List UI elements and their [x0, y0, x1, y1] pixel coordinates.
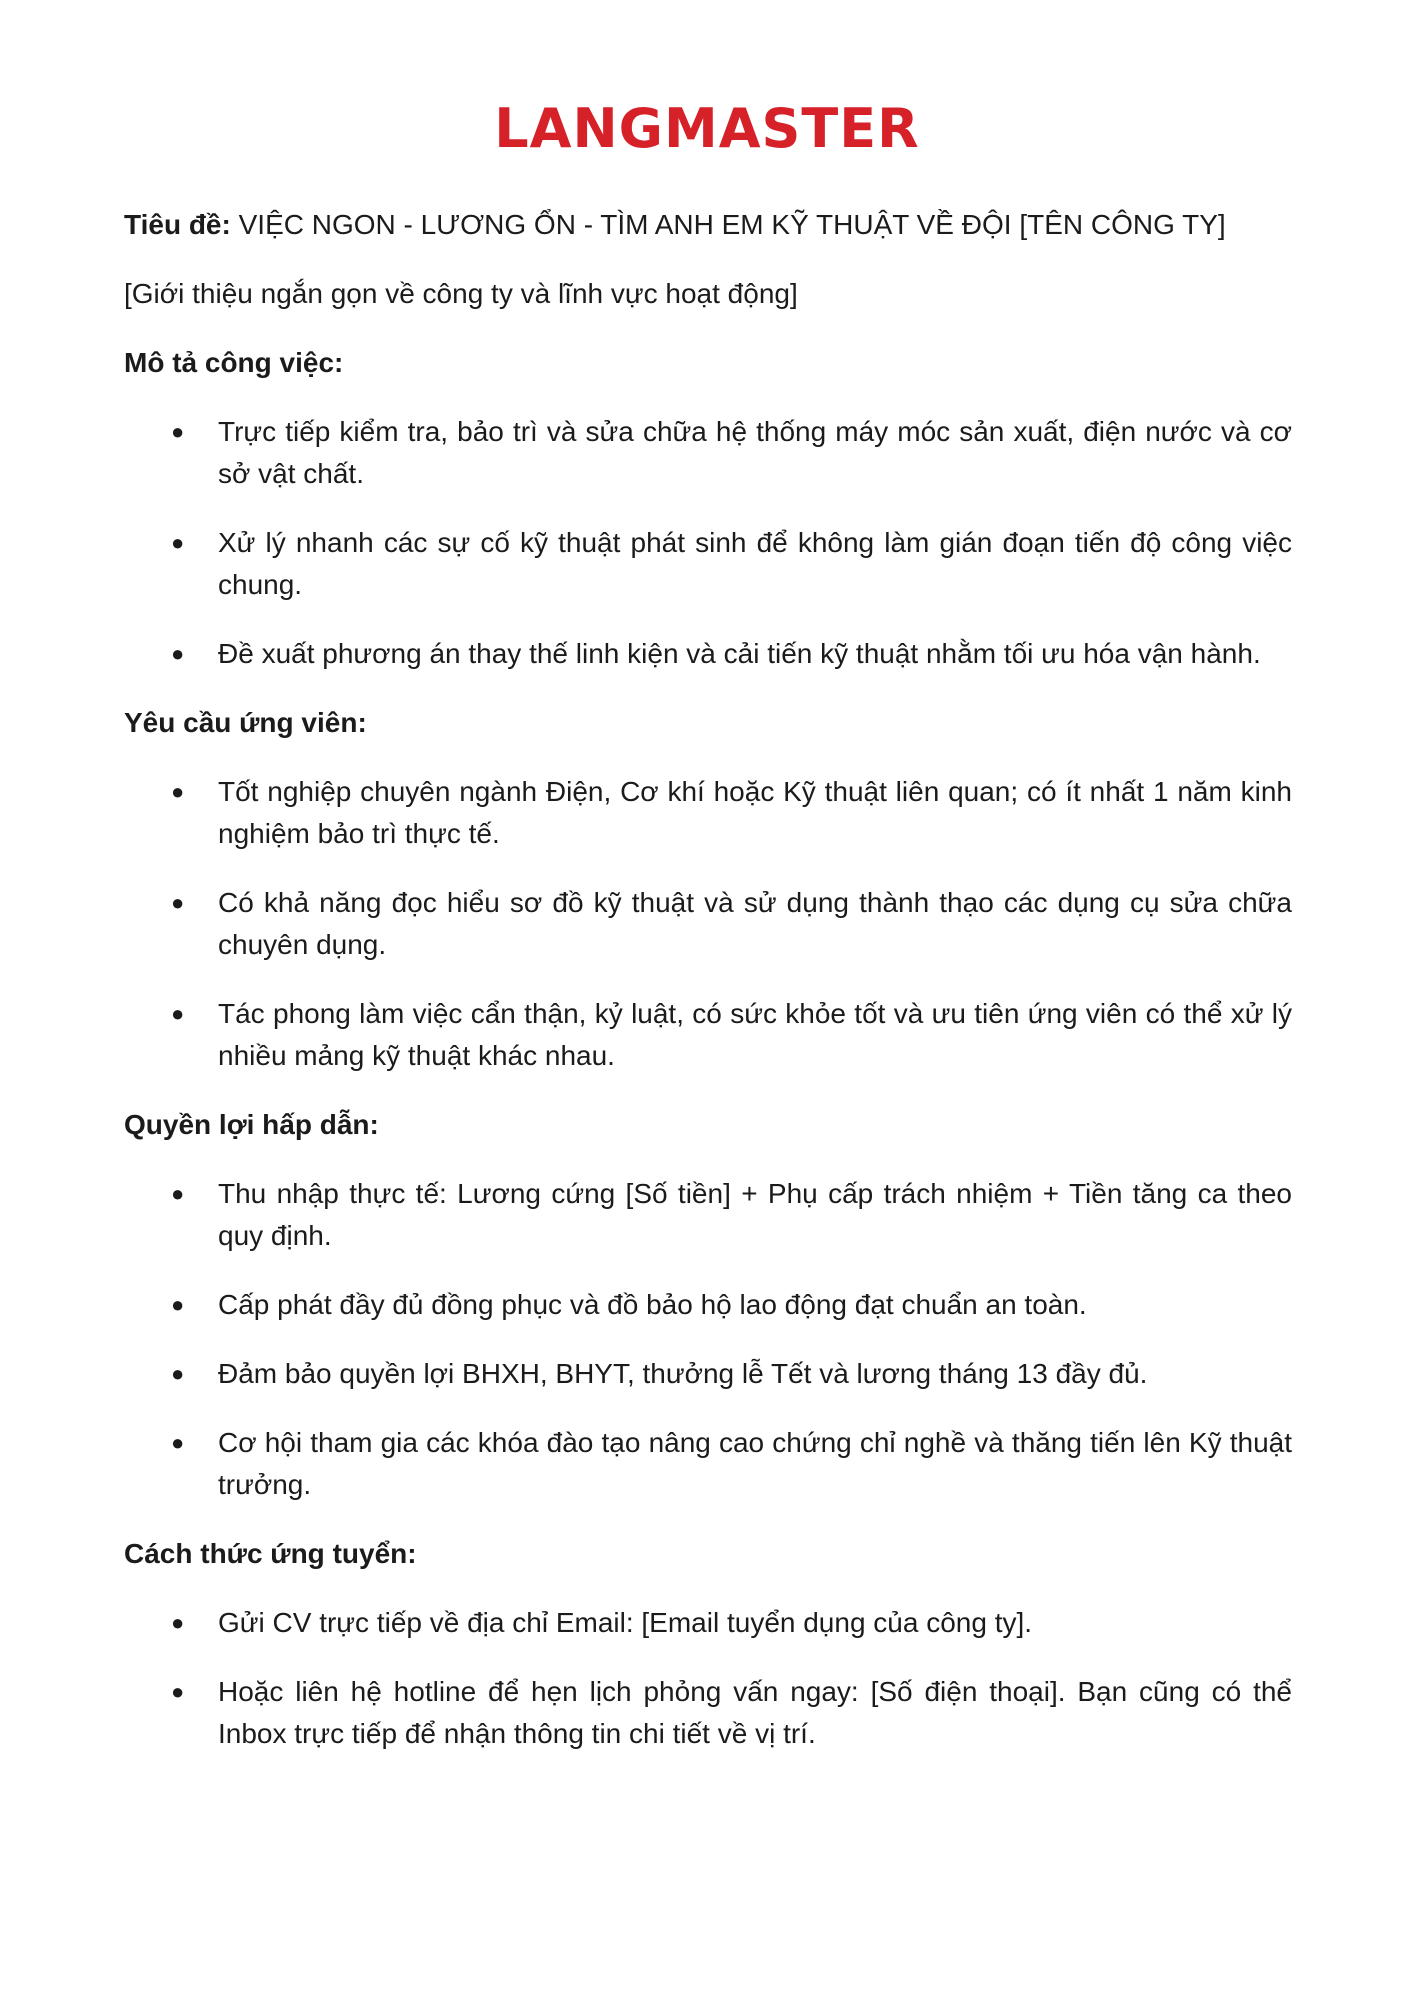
- section-heading-requirements: Yêu cầu ứng viên:: [124, 707, 367, 738]
- list-item: [124, 522, 1292, 606]
- section-heading-benefits: Quyền lợi hấp dẫn:: [124, 1109, 379, 1140]
- brand-logo: LANGMASTER: [494, 97, 920, 160]
- title-line: [124, 204, 1292, 246]
- list-item: [124, 1602, 1292, 1644]
- bullet-icon: ●: [171, 641, 185, 666]
- list-item: [124, 1422, 1292, 1506]
- list-item: [124, 1173, 1292, 1257]
- bullet-icon: ●: [171, 1679, 185, 1704]
- bullet-icon: ●: [171, 1001, 185, 1026]
- bullet-icon: ●: [171, 1361, 185, 1386]
- requirements-list: [124, 771, 1292, 1077]
- list-item: [124, 882, 1292, 966]
- list-item-text: Trực tiếp kiểm tra, bảo trì và sửa chữa hệ thống máy móc sản xuất, điện nước và cơ sở vật chất.: [218, 416, 1292, 489]
- list-item: [124, 993, 1292, 1077]
- list-item-text: Xử lý nhanh các sự cố kỹ thuật phát sinh để không làm gián đoạn tiến độ công việc chung.: [218, 527, 1292, 600]
- how-to-apply-list: [124, 1602, 1292, 1755]
- list-item: [124, 633, 1292, 675]
- list-item: [124, 411, 1292, 495]
- list-item-text: Cấp phát đầy đủ đồng phục và đồ bảo hộ lao động đạt chuẩn an toàn.: [218, 1289, 1087, 1320]
- document-body: [124, 204, 1292, 1782]
- list-item-text: Thu nhập thực tế: Lương cứng [Số tiền] + Phụ cấp trách nhiệm + Tiền tăng ca theo quy định.: [218, 1178, 1292, 1251]
- bullet-icon: ●: [171, 1181, 185, 1206]
- bullet-icon: ●: [171, 419, 185, 444]
- bullet-icon: ●: [171, 1292, 185, 1317]
- benefits-list: [124, 1173, 1292, 1506]
- section-heading-how-to-apply: Cách thức ứng tuyển:: [124, 1538, 417, 1569]
- list-item: [124, 1284, 1292, 1326]
- job-description-list: [124, 411, 1292, 675]
- title-label: Tiêu đề:: [124, 209, 231, 240]
- list-item-text: Đề xuất phương án thay thế linh kiện và cải tiến kỹ thuật nhằm tối ưu hóa vận hành.: [218, 638, 1261, 669]
- list-item-text: Gửi CV trực tiếp về địa chỉ Email: [Email tuyển dụng của công ty].: [218, 1607, 1033, 1638]
- bullet-icon: ●: [171, 1430, 185, 1455]
- section-heading-job-description: Mô tả công việc:: [124, 347, 344, 378]
- intro-text: [Giới thiệu ngắn gọn về công ty và lĩnh vực hoạt động]: [124, 278, 798, 309]
- list-item: [124, 1671, 1292, 1755]
- list-item-text: Cơ hội tham gia các khóa đào tạo nâng cao chứng chỉ nghề và thăng tiến lên Kỹ thuật trưởng.: [218, 1427, 1292, 1500]
- title-text: VIỆC NGON - LƯƠNG ỔN - TÌM ANH EM KỸ THUẬT VỀ ĐỘI [TÊN CÔNG TY]: [230, 209, 1226, 240]
- list-item-text: Có khả năng đọc hiểu sơ đồ kỹ thuật và sử dụng thành thạo các dụng cụ sửa chữa chuyên dụng.: [218, 887, 1292, 960]
- bullet-icon: ●: [171, 890, 185, 915]
- list-item-text: Tốt nghiệp chuyên ngành Điện, Cơ khí hoặc Kỹ thuật liên quan; có ít nhất 1 năm kinh nghiệm bảo trì thực tế.: [218, 776, 1292, 849]
- list-item: [124, 1353, 1292, 1395]
- bullet-icon: ●: [171, 1610, 185, 1635]
- list-item-text: Hoặc liên hệ hotline để hẹn lịch phỏng vấn ngay: [Số điện thoại]. Bạn cũng có thể Inbox trực tiếp để nhận thông tin chi tiết về vị trí.: [218, 1676, 1292, 1749]
- bullet-icon: ●: [171, 530, 185, 555]
- list-item: [124, 771, 1292, 855]
- list-item-text: Đảm bảo quyền lợi BHXH, BHYT, thưởng lễ Tết và lương tháng 13 đầy đủ.: [218, 1358, 1148, 1389]
- bullet-icon: ●: [171, 779, 185, 804]
- list-item-text: Tác phong làm việc cẩn thận, kỷ luật, có sức khỏe tốt và ưu tiên ứng viên có thể xử lý nhiều mảng kỹ thuật khác nhau.: [218, 998, 1292, 1071]
